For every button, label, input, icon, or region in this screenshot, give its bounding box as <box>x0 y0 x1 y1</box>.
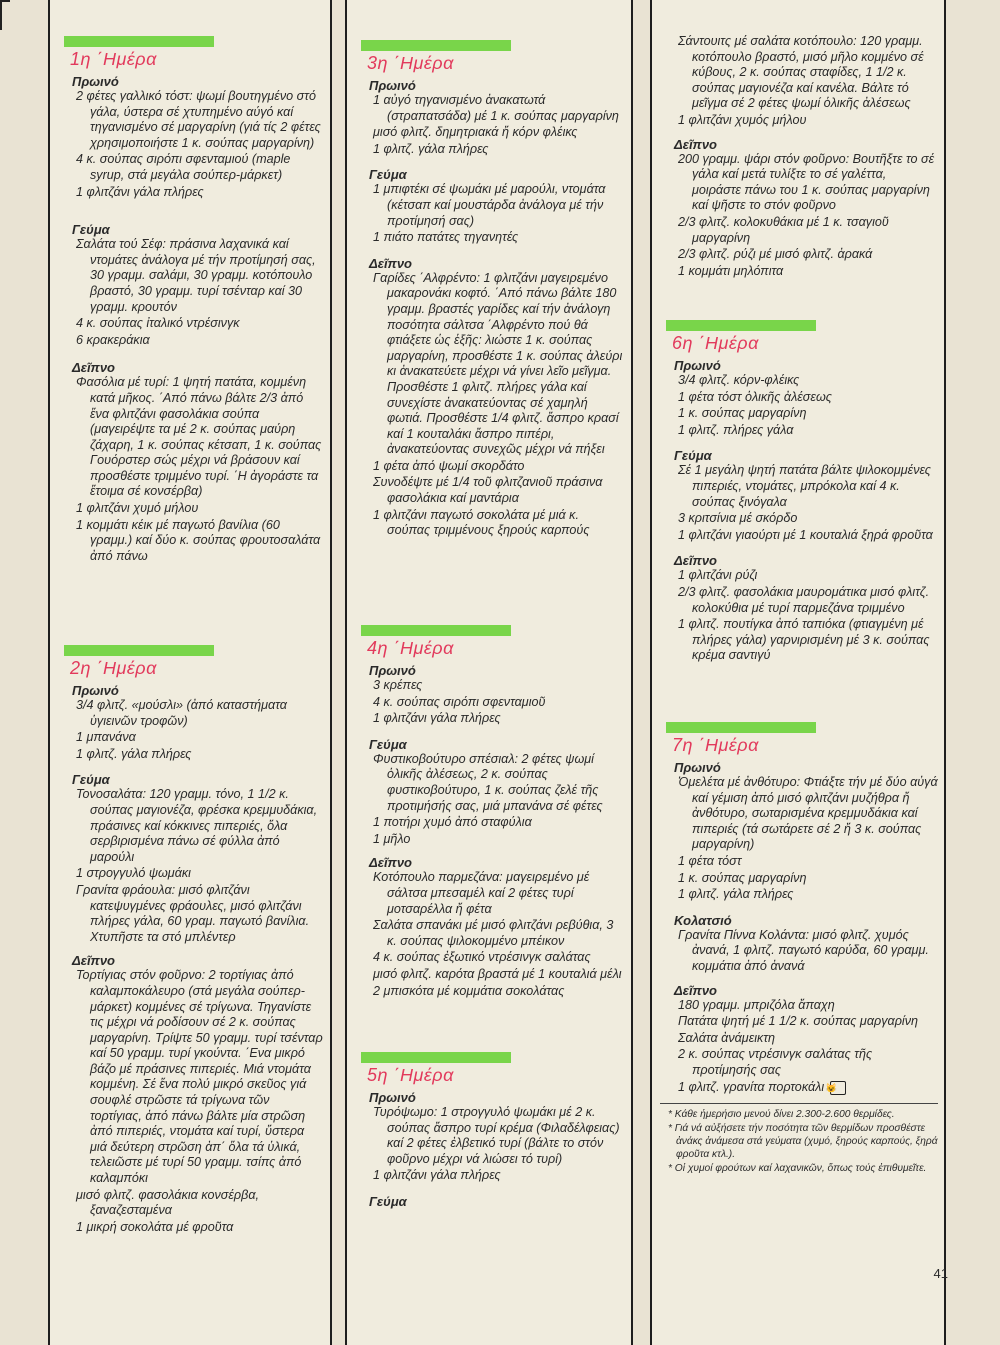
day-7-dinner-item: Πατάτα ψητή μέ 1 1/2 κ. σούπας μαργαρίνη <box>678 1014 918 1029</box>
day-6-dinner-item: 1 φλιτζ. πουτίγκα ἀπό ταπιόκα (φτιαγμένη μέ πλήρες γάλα) γαρνιρισμένη μέ 3 κ. σούπας κρέμα σαντιγύ <box>678 617 930 663</box>
day-5-bar <box>361 1052 511 1063</box>
day-6-breakfast-item: 3/4 φλιτζ. κόρν-φλέικς <box>678 373 800 387</box>
day-3-breakfast-item: 1 φλιτζ. γάλα πλήρες <box>373 141 489 156</box>
day-7-breakfast-item: 1 φλιτζ. γάλα πλήρες <box>678 887 794 902</box>
day-6-breakfast-item: 1 φέτα τόστ ὁλικῆς ἀλέσεως <box>678 389 832 404</box>
day-4-lunch-item: 1 μῆλο <box>373 831 411 846</box>
day-2-lunch-label: Γεύμα <box>72 772 110 788</box>
day-6-lunch-item: 1 φλιτζάνι γιαούρτι μέ 1 κουταλιά ξηρά φροῦτα <box>678 527 933 542</box>
day-3-lunch-item: 1 πιάτο πατάτες τηγανητές <box>373 230 519 245</box>
day-1-dinner-item: 1 κομμάτι κέικ μέ παγωτό βανίλια (60 γραμμ.) καί δύο κ. σούπας φρουτοσαλάτα ἀπό πάνω <box>76 517 321 563</box>
day-6-breakfast-item: 1 κ. σούπας μαργαρίνη <box>678 406 807 421</box>
day-7-dinner-item: Σαλάτα ἀνάμεικτη <box>678 1030 776 1045</box>
day-5-lunch-item: 1 φλιτζάνι χυμός μήλου <box>678 112 807 127</box>
day-2 <box>58 645 324 1236</box>
day-2-breakfast-item: 3/4 φλιτζ. «μούσλι» (ἀπό καταστήματα ὑγιεινῶν τροφῶν) <box>76 698 287 728</box>
day-2-breakfast-label: Πρωινό <box>72 683 119 698</box>
day-7-snack-label: Κολατσιό <box>674 912 732 928</box>
cat-end-icon: 😺 <box>830 1081 846 1095</box>
day-5-lunch-item: Σάντουιτς μέ σαλάτα κοτόπουλο: 120 γραμμ. κοτόπουλο βραστό, μισό μῆλο κομμένο σέ κύβους, 2 κ. σούπας σταφίδες, 1 1/2 κ. σούπας μαγιονέζα καί κανέλα. Βάλτε τό μεῖγμα σέ 2 φέτες ψωμί ὁλικῆς ἀλέσεως <box>678 34 924 111</box>
day-4-dinner-item: Σαλάτα σπανάκι μέ μισό φλιτζάνι ρεβύθια, 3 κ. σούπας ψιλοκομμένο μπέικον <box>373 918 614 948</box>
day-5-dinner-item: 2/3 φλιτζ. κολοκυθάκια μέ 1 κ. τσαγιοῦ μαργαρίνη <box>678 214 889 245</box>
day-4-dinner-item: 4 κ. σούπας ἐξωτικό ντρέσινγκ σαλάτας <box>373 950 591 965</box>
day-5-continued <box>660 34 938 280</box>
day-7 <box>660 722 938 1176</box>
day-2-lunch-item: Γρανίτα φράουλα: μισό φλιτζάνι κατεψυγμένες φράουλες, μισό φλιτζάνι πλήρες γάλα, 60 γραμ. παγωτό βανίλια. Χτυπῆστε τα στό μπλέντερ <box>76 882 310 944</box>
day-3-dinner-item: 1 φλιτζάνι παγωτό σοκολάτα μέ μιά κ. σούπας τριμμένους ξηρούς καρπούς <box>373 507 590 538</box>
day-7-dinner-item-text: 1 φλιτζ. γρανίτα πορτοκάλι <box>678 1079 825 1094</box>
day-4 <box>355 625 625 1000</box>
day-2-dinner-item: 1 μικρή σοκολάτα μέ φροῦτα <box>76 1219 234 1234</box>
day-1 <box>58 36 324 565</box>
day-5-dinner-label: Δεῖπνο <box>674 136 717 152</box>
day-5-breakfast-label: Πρωινό <box>369 1090 416 1105</box>
footnotes <box>660 1103 938 1175</box>
day-4-dinner-label: Δεῖπνο <box>369 855 412 871</box>
day-2-lunch-item: 1 στρογγυλό ψωμάκι <box>76 866 191 881</box>
day-6-dinner-item: 2/3 φλιτζ. φασολάκια μαυρομάτικα μισό φλιτζ. κολοκύθια μέ τυρί παρμεζάνα τριμμένο <box>678 584 930 615</box>
day-7-breakfast-item: 1 κ. σούπας μαργαρίνη <box>678 870 807 885</box>
day-7-snack-item: Γρανίτα Πίννα Κολάντα: μισό φλιτζ. χυμός ἀνανά, 1 φλιτζ. παγωτό καρύδα, 60 γραμμ. κομμάτια ἀπό ἀνανά <box>678 927 929 973</box>
day-4-dinner-item: Κοτόπουλο παρμεζάνα: μαγειρεμένο μέ σάλτσα μπεσαμέλ καί 2 φέτες τυρί μοτσαρέλλα ἤ φέτα <box>373 870 590 916</box>
day-5-lunch-label: Γεύμα <box>369 1193 407 1209</box>
day-6-title: 6η ΄Ημέρα <box>672 333 759 353</box>
day-1-lunch-item: Σαλάτα τού Σέφ: πράσινα λαχανικά καί ντομάτες ἀνάλογα μέ τήν προτίμησή σας, 30 γραμμ. σαλάμι, 30 γραμμ. κοτόπουλο βραστό, 30 γραμμ. τυρί τσένταρ καί 30 γραμμ. κρουτόν <box>76 237 316 314</box>
day-4-lunch-label: Γεύμα <box>369 736 407 752</box>
day-2-breakfast-item: 1 μπανάνα <box>76 730 136 745</box>
day-3-dinner-item: 1 φέτα ἀπό ψωμί σκορδάτο <box>373 458 525 473</box>
column-3 <box>650 0 946 1345</box>
day-2-dinner-label: Δεῖπνο <box>72 953 115 969</box>
day-7-dinner-item: 180 γραμμ. μπριζόλα ἄπαχη <box>678 997 835 1012</box>
day-2-title: 2η ΄Ημέρα <box>70 658 157 678</box>
footnote: * Κάθε ἡμερήσιο μενού δίνει 2.300-2.600 θερμίδες. <box>668 1109 895 1121</box>
day-6-breakfast-item: 1 φλιτζ. πλήρες γάλα <box>678 422 794 437</box>
day-5-breakfast-item: Τυρόψωμο: 1 στρογγυλό ψωμάκι μέ 2 κ. σούπας ἄσπρο τυρί κρέμα (Φιλαδέλφειας) καί 2 φέτες ἐλβετικό τυρί (βάλτε το στόν φοῦρνο μέχρι νά λιώσει τό τυρί) <box>373 1105 620 1166</box>
day-3-dinner-label: Δεῖπνο <box>369 255 412 271</box>
day-5-dinner-item: 1 κομμάτι μηλόπιτα <box>678 263 784 278</box>
day-3-breakfast-item: 1 αὐγό τηγανισμένο ἀνακατωτά (στραπατσάδα) μέ 1 κ. σούπας μαργαρίνη <box>373 93 619 123</box>
corner-mark-vertical <box>0 0 2 30</box>
day-1-breakfast-label: Πρωινό <box>72 74 119 89</box>
day-6 <box>660 320 938 665</box>
day-1-lunch-item: 6 κρακεράκια <box>76 332 150 347</box>
day-4-dinner-item: 2 μπισκότα μέ κομμάτια σοκολάτας <box>373 983 565 998</box>
day-3-title: 3η ΄Ημέρα <box>367 53 454 73</box>
column-2 <box>345 0 633 1345</box>
page-number: 41 <box>933 1266 948 1281</box>
day-7-bar <box>666 722 816 733</box>
day-3-lunch-label: Γεύμα <box>369 167 407 183</box>
day-1-lunch-label: Γεύμα <box>72 222 110 238</box>
day-5-dinner-item: 200 γραμμ. ψάρι στόν φοῦρνο: Βουτῆξτε το σέ γάλα καί μετά τυλίξτε το σέ γαλέττα, μοιράστε πάνω του 1 κ. σούπας μαργαρίνη καί ψῆστε το στόν φοῦρνο <box>678 151 935 213</box>
day-1-dinner-item: 1 φλιτζάνι χυμό μήλου <box>76 501 199 516</box>
day-6-dinner-label: Δεῖπνο <box>674 553 717 569</box>
day-4-lunch-item: 1 ποτήρι χυμό ἀπό σταφύλια <box>373 815 532 830</box>
day-5 <box>355 1052 625 1209</box>
footnote: * Οἱ χυμοί φρούτων καί λαχανικῶν, ὅπως τούς ἐπιθυμεῖτε. <box>668 1163 927 1175</box>
day-2-lunch-item: Τονοσαλάτα: 120 γραμμ. τόνο, 1 1/2 κ. σούπας μαγιονέζα, φρέσκα κρεμμυδάκια, πράσινες καί κόκκινες πιπεριές, ὅλα σερβιρισμένα πάνω σέ φύλλα ἀπό μαρούλι <box>76 787 318 864</box>
day-6-bar <box>666 320 816 331</box>
day-1-lunch-item: 4 κ. σούπας ἰταλικό ντρέσινγκ <box>76 316 240 331</box>
day-1-bar <box>64 36 214 47</box>
day-7-title: 7η ΄Ημέρα <box>672 735 759 755</box>
day-3-bar <box>361 40 511 51</box>
day-4-dinner-item: μισό φλιτζ. καρότα βραστά μέ 1 κουταλιά μέλι <box>373 966 622 981</box>
day-1-breakfast-item: 4 κ. σούπας σιρόπι σφενταμιού (maple syrup, στά μεγάλα σούπερ-μάρκετ) <box>76 152 291 182</box>
day-2-bar <box>64 645 214 656</box>
day-3 <box>355 40 625 540</box>
day-5-title: 5η ΄Ημέρα <box>367 1065 454 1085</box>
day-4-breakfast-item: 3 κρέπες <box>373 678 423 692</box>
footnote: * Γιά νά αὐξήσετε τήν ποσότητα τῶν θερμίδων προσθέστε ἀνάκς ἀνάμεσα στά γεύματα (χυμό, ξηρούς καρπούς, ξηρά φροῦτα κτλ.). <box>668 1123 938 1161</box>
day-7-breakfast-item: 1 φέτα τόστ <box>678 853 742 868</box>
day-6-lunch-item: 3 κριτσίνια μέ σκόρδο <box>678 511 798 526</box>
day-4-breakfast-item: 1 φλιτζάνι γάλα πλήρες <box>373 711 501 726</box>
day-4-breakfast-label: Πρωινό <box>369 663 416 678</box>
day-6-breakfast-label: Πρωινό <box>674 358 721 373</box>
day-4-title: 4η ΄Ημέρα <box>367 638 454 658</box>
day-7-dinner-label: Δεῖπνο <box>674 982 717 998</box>
day-3-dinner-item: Συνοδέψτε μέ 1/4 τοῦ φλιτζανιοῦ πράσινα φασολάκια καί μαντάρια <box>373 475 603 506</box>
day-7-dinner-item: 2 κ. σούπας ντρέσινγκ σαλάτας τῆς προτίμησής σας <box>678 1047 873 1077</box>
day-4-lunch-item: Φυστικοβούτυρο σπέσιαλ: 2 φέτες ψωμί ὁλικῆς ἀλέσεως, 2 κ. σούπας φυστικοβούτυρο, 1 κ. σούπας ζελέ τῆς προτιμήσής σας, μιά μπανάνα σέ φέτες <box>373 751 603 813</box>
day-6-lunch-item: Σέ 1 μεγάλη ψητή πατάτα βάλτε ψιλοκομμένες πιπεριές, ντομάτες, μπρόκολα καί 4 κ. σούπας ξινόγαλα <box>678 463 931 509</box>
day-1-breakfast-item: 2 φέτες γαλλικό τόστ: ψωμί βουτηγμένο στό γάλα, ύστερα σέ χτυπημένο αύγό καί τηγανισμένο σέ μαργαρίνη (γιά τίς 2 φέτες χρησιμοποιήστε 1 κ. σούπας μαργαρίνη) <box>76 89 321 150</box>
day-5-breakfast-item: 1 φλιτζάνι γάλα πλήρες <box>373 1168 501 1183</box>
day-6-dinner-item: 1 φλιτζάνι ρύζι <box>678 568 758 583</box>
day-2-dinner-item: μισό φλιτζ. φασολάκια κονσέρβα, ξαναζεσταμένα <box>76 1187 260 1218</box>
day-1-dinner-label: Δεῖπνο <box>72 360 115 376</box>
day-7-breakfast-label: Πρωινό <box>674 760 721 775</box>
day-3-lunch-item: 1 μπιφτέκι σέ ψωμάκι μέ μαρούλι, ντομάτα (κέτσαπ καί μουστάρδα ἀνάλογα μέ τήν προτίμησή σας) <box>373 182 606 228</box>
day-2-dinner-item: Τορτίγιας στόν φοῦρνο: 2 τορτίγιας ἀπό καλαμποκάλευρο (στά μεγάλα σούπερ-μάρκετ) κομμένες σέ τρίγωνα. Τηγανίστε τις μέχρι νά ροδίσουν σέ 2 κ. σούπας μαργαρίνη. Τρίψτε 50 γραμμ. τυρί τσένταρ καί 50 γραμμ. τυρί γκούντα. ΄Ενα μικρό βάζο μέ πράσινες πιπεριές. Μιά ντομάτα κομμένη. Σέ ἕνα πολύ μικρό σκεῦος γιά σουφλέ στρῶστε τά τρίγωνα τῶν τορτίγιας, ἀπό πάνω βάλτε μία στρῶση ἀπό πιπεριές, ντομάτα καί τυρί, ὕστερα μιά δεύτερη στρῶση ἀπ΄ ὅλα τά ὑλικά, τελειῶστε μέ τυρί 50 γραμμ. τσίπς ἀπό καλαμπόκι <box>76 968 323 1186</box>
day-1-breakfast-item: 1 φλιτζάνι γάλα πλήρες <box>76 184 204 199</box>
day-7-breakfast-item: Ὀμελέτα μέ ἀνθότυρο: Φτιάξτε τήν μέ δύο αὐγά καί γέμιση ἀπό μισό φλιτζάνι μυζήθρα ἤ ἀνθότυρο, σωταρισμένα κρεμμυδάκια καί πιπεριές (τά σωτάρετε σέ 2 ἤ 3 κ. σούπας μαργαρίνη) <box>678 775 938 852</box>
day-5-dinner-item: 2/3 φλιτζ. ρύζι μέ μισό φλιτζ. ἀρακά <box>678 247 873 262</box>
day-1-title: 1η ΄Ημέρα <box>70 49 157 69</box>
day-4-bar <box>361 625 511 636</box>
day-3-breakfast-label: Πρωινό <box>369 78 416 93</box>
column-1 <box>48 0 332 1345</box>
day-6-lunch-label: Γεύμα <box>674 448 712 464</box>
day-7-dinner-item <box>666 1080 938 1096</box>
day-3-breakfast-item: μισό φλιτζ. δημητριακά ἤ κόρν φλέικς <box>373 125 578 140</box>
day-2-breakfast-item: 1 φλιτζ. γάλα πλήρες <box>76 746 192 761</box>
day-1-dinner-item: Φασόλια μέ τυρί: 1 ψητή πατάτα, κομμένη κατά μῆκος. ΄Από πάνω βάλτε 2/3 ἀπό ἕνα φλιτζάνι φασολάκια σούπα (μαγειρέψτε τα μέ 2 κ. σούπας μαύρη ζάχαρη, 1 κ. σούπας κέτσαπ, 1 κ. σούπας Γουόρστερ σώς μέχρι νά βράσουν καί προσθέστε τριμμένο τυρί. ΄Η ἀγοράστε τα ἕτοιμα σέ κονσέρβα) <box>76 375 322 499</box>
day-4-breakfast-item: 4 κ. σούπας σιρόπι σφενταμιοῦ <box>373 694 546 709</box>
day-3-dinner-item: Γαρίδες ΄Αλφρέντο: 1 φλιτζάνι μαγειρεμένο μακαρονάκι κοφτό. ΄Από πάνω βάλτε 180 γραμμ. βραστές γαρίδες καί τήν ἀνάλογη ποσότητα σάλτσα ΄Αλφρέντο πού θά φτιάξετε ὡς ἑξῆς: λιώστε 1 κ. σούπας μαργαρίνη, προσθέστε 1 κ. σούπας ἀλεύρι κι ἀνακατεύετε μέχρι νά γίνει λεῖο μεῖγμα. Προσθέστε 1 φλιτζ. πλήρες γάλα καί συνεχίστε ἀνακατεύοντας σέ χαμηλή φωτιά. Προσθέστε 1/4 φλιτζ. ἄσπρο κρασί καί 1 κουταλάκι ἄσπρο πιπέρι, ἀνακατεύοντας συνεχῶς μέχρι νά πήξει <box>373 270 623 457</box>
